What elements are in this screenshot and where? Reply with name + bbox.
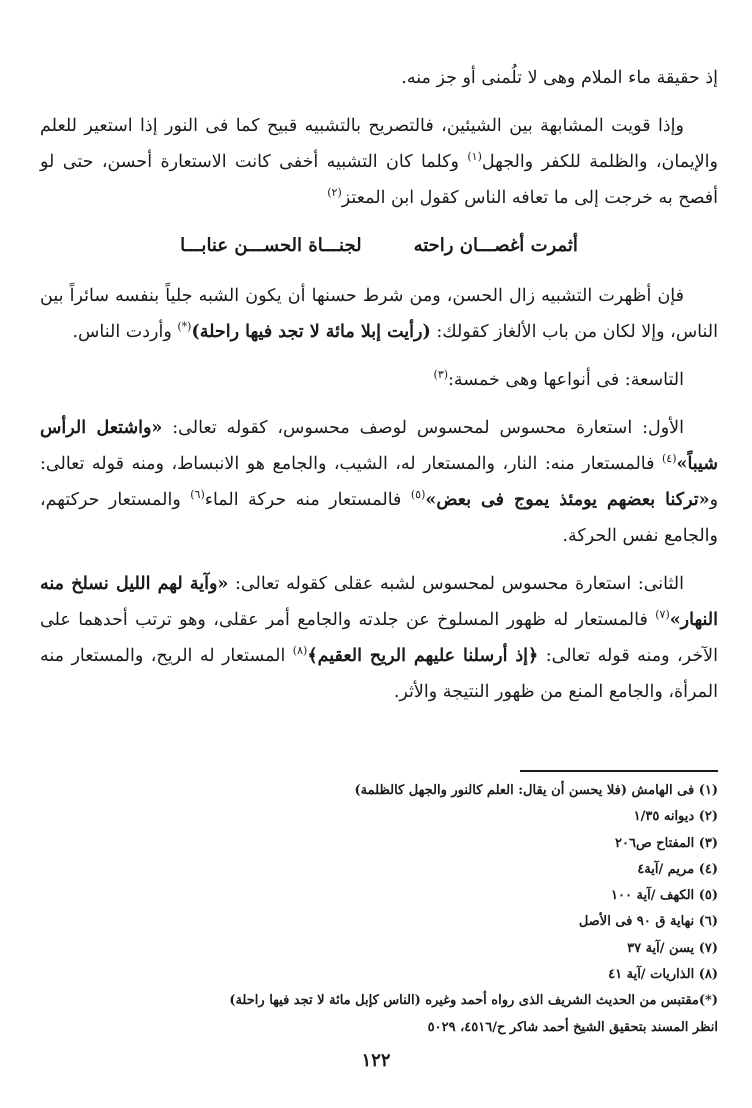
footnote: (٥) الكهف /آية ١٠٠ [611, 888, 718, 904]
footnote: (*)مقتبس من الحديث الشريف الذى رواه أحمد وغيره (الناس كإبل مائة لا تجد فيها راحلة) [229, 993, 718, 1009]
footnote-marker: (٦) [190, 488, 205, 502]
paragraph [40, 410, 718, 554]
footnote-marker: (٣) [433, 368, 449, 382]
quoted-text: «وآية لهم الليل نسلخ منه النهار» [40, 574, 718, 630]
footnote-marker: (٤) [661, 452, 677, 466]
footnote: انظر المسند بتحقيق الشيخ أحمد شاكر ح/٤٥١٦، ٥٠٢٩ [427, 1019, 718, 1035]
quoted-text: ﴿إذ أرسلنا عليهم الريح العقيم﴾ [307, 646, 539, 666]
text-run: وإذا قويت المشابهة بين الشيئين، فالتصريح بالتشبيه قبيح كما فى النور إذا استعير للعلم والإيمان، والظلمة للكفر والجهل [40, 116, 718, 172]
text-run: فإن أظهرت التشبيه زال الحسن، ومن شرط حسنها أن يكون الشبه جلياً بنفسه سائراً بين الناس، وإلا لكان من باب الألغاز كقولك: [40, 286, 718, 342]
footnote: (٨) الذاريات /آية ٤١ [608, 967, 718, 983]
footnote: (٣) المفتاح ص٢٠٦ [615, 835, 718, 851]
text-run: الثانى: استعارة محسوس لمحسوس لشبه عقلى كقوله تعالى: [228, 574, 684, 594]
footnote: (٧) يسن /آية ٣٧ [627, 940, 718, 956]
footnote: (٢) ديوانه ١/٣٥ [633, 809, 718, 825]
verse-hemistich: أثمرت أغصـــان راحته [413, 235, 578, 256]
quoted-text: «واشتعل الرأس شيباً» [40, 418, 718, 474]
paragraph [40, 60, 718, 96]
paragraph [40, 108, 718, 216]
footnote-marker: (٧) [655, 608, 670, 622]
footnote-marker: (٢) [327, 186, 342, 200]
text-run: فالمستعار له ظهور المسلوخ عن جلدته والجامع أمر عقلى، وهو ترتب أحدهما على الآخر، ومنه قوله تعالى: [40, 610, 718, 666]
page-number: ١٢٢ [361, 1050, 391, 1071]
text-run: التاسعة: فى أنواعها وهى خمسة: [448, 370, 684, 390]
text-run: وأردت الناس. [72, 322, 178, 342]
footnote-marker: (٨) [292, 644, 308, 658]
text-run: إذ حقيقة ماء الملام وهى لا تلُمنى أو جز منه. [401, 68, 718, 88]
footnote-separator [520, 770, 718, 772]
footnote-marker: (٥) [410, 488, 426, 502]
footnote: (٤) مريم /آية٤ [637, 861, 718, 877]
paragraph [40, 278, 718, 350]
text-run: الأول: استعارة محسوس لمحسوس لوصف محسوس، كقوله تعالى: [162, 418, 684, 438]
footnote-marker: (١) [467, 150, 482, 164]
footnote: (٦) نهاية ق ٩٠ فى الأصل [578, 914, 718, 930]
footnotes [40, 778, 718, 1041]
text-run: فالمستعار منه حركة الماء [204, 490, 411, 510]
paragraph [40, 362, 718, 398]
verse-hemistich: لجنـــاة الحســـن عنابـــا [180, 235, 362, 256]
text-run: وكلما كان التشبيه أخفى كانت الاستعارة أحسن، حتى لو أفصح به خرجت إلى ما تعافه الناس كقول ابن المعتز [40, 152, 718, 208]
quoted-text: «تركنا بعضهم يومئذ يموج فى بعض» [425, 490, 710, 510]
footnote: (١) فى الهامش (فلا يحسن أن يقال: العلم كالنور والجهل كالظلمة) [354, 783, 718, 798]
text-run: والمستعار حركتهم، والجامع نفس الحركة. [40, 490, 718, 546]
poem-verse [40, 228, 718, 264]
text-run: المستعار له الريح، والمستعار منه المرأة، والجامع المنع من ظهور النتيجة والأثر. [40, 646, 718, 702]
text-run: فالمستعار منه: النار، والمستعار له، الشيب، والجامع هو الانبساط، ومنه قوله تعالى: و [40, 454, 719, 510]
main-text [40, 60, 718, 722]
paragraph [40, 566, 718, 710]
quoted-text: (رأيت إبلا مائة لا تجد فيها راحلة) [191, 322, 431, 342]
footnote-marker: (*) [177, 320, 192, 334]
